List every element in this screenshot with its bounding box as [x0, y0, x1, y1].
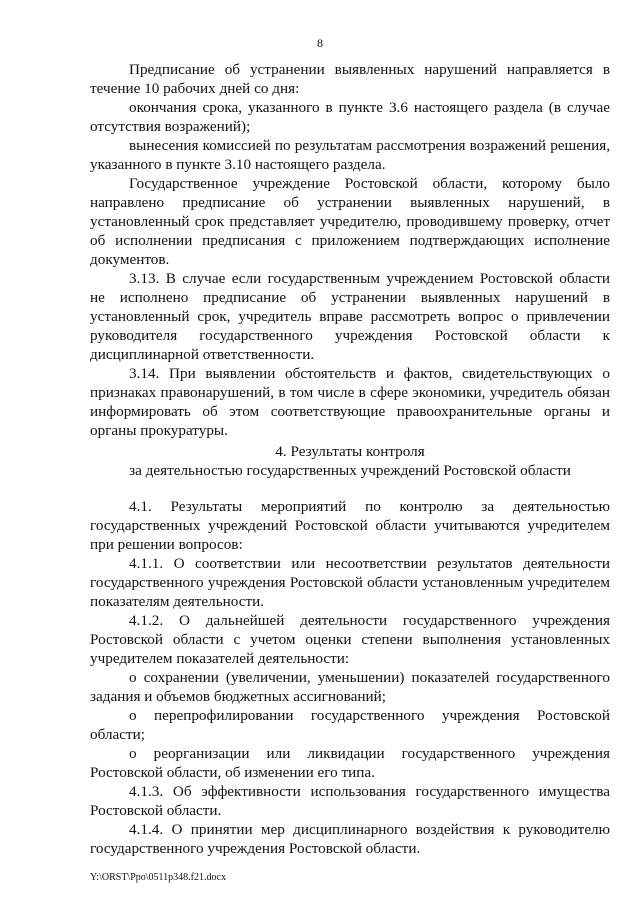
section-title-line1: 4. Результаты контроля	[275, 443, 425, 460]
paragraph: Предписание об устранении выявленных нарушений направляется в течение 10 рабочих дней со дня:	[90, 61, 610, 97]
paragraph: о реорганизации или ликвидации государственного учреждения Ростовской области, об изменении его типа.	[90, 745, 610, 781]
paragraph: о перепрофилировании государственного учреждения Ростовской области;	[90, 707, 610, 743]
paragraph: Государственное учреждение Ростовской области, которому было направлено предписание об устранении выявленных нарушений, в установленный срок представляет учредителю, проводившему проверку, отчет об исполнении предписания с приложением подтверждающих исполнение документов.	[90, 175, 610, 268]
paragraph: о сохранении (увеличении, уменьшении) показателей государственного задания и объемов бюджетных ассигнований;	[90, 669, 610, 705]
paragraph: 4.1.1. О соответствии или несоответствии результатов деятельности государственного учреждения Ростовской области установленным учредителем показателям деятельности.	[90, 555, 610, 610]
paragraph: 4.1.3. Об эффективности использования государственного имущества Ростовской области.	[90, 783, 610, 819]
paragraph: 3.14. При выявлении обстоятельств и фактов, свидетельствующих о признаках правонарушений, в том числе в сфере экономики, учредитель обязан информировать об этом соответствующие правоохранительные органы и органы прокуратуры.	[90, 365, 610, 439]
paragraph: 3.13. В случае если государственным учреждением Ростовской области не исполнено предписание об устранении выявленных нарушений в установленный срок, учредитель вправе рассмотреть вопрос о привлечении руководителя государственного учреждения Ростовской области к дисциплинарной ответственности.	[90, 270, 610, 363]
text-block-bottom	[90, 497, 610, 858]
footer-file-path: Y:\ORST\Ppo\0511p348.f21.docx	[90, 872, 226, 883]
paragraph: вынесения комиссией по результатам рассмотрения возражений решения, указанного в пункте 3.10 настоящего раздела.	[90, 137, 610, 173]
page-number: 8	[317, 36, 323, 50]
section-title-line2: за деятельностью государственных учреждений Ростовской области	[129, 462, 571, 479]
text-block-top	[90, 60, 610, 440]
paragraph: окончания срока, указанного в пункте 3.6 настоящего раздела (в случае отсутствия возражений);	[90, 99, 610, 135]
paragraph: 4.1.4. О принятии мер дисциплинарного воздействия к руководителю государственного учреждения Ростовской области.	[90, 821, 610, 857]
paragraph: 4.1.2. О дальнейшей деятельности государственного учреждения Ростовской области с учетом оценки степени выполнения установленных учредителем показателей деятельности:	[90, 612, 610, 667]
paragraph: 4.1. Результаты мероприятий по контролю за деятельностью государственных учреждений Ростовской области учитываются учредителем при решении вопросов:	[90, 498, 610, 553]
section-heading	[90, 442, 610, 480]
